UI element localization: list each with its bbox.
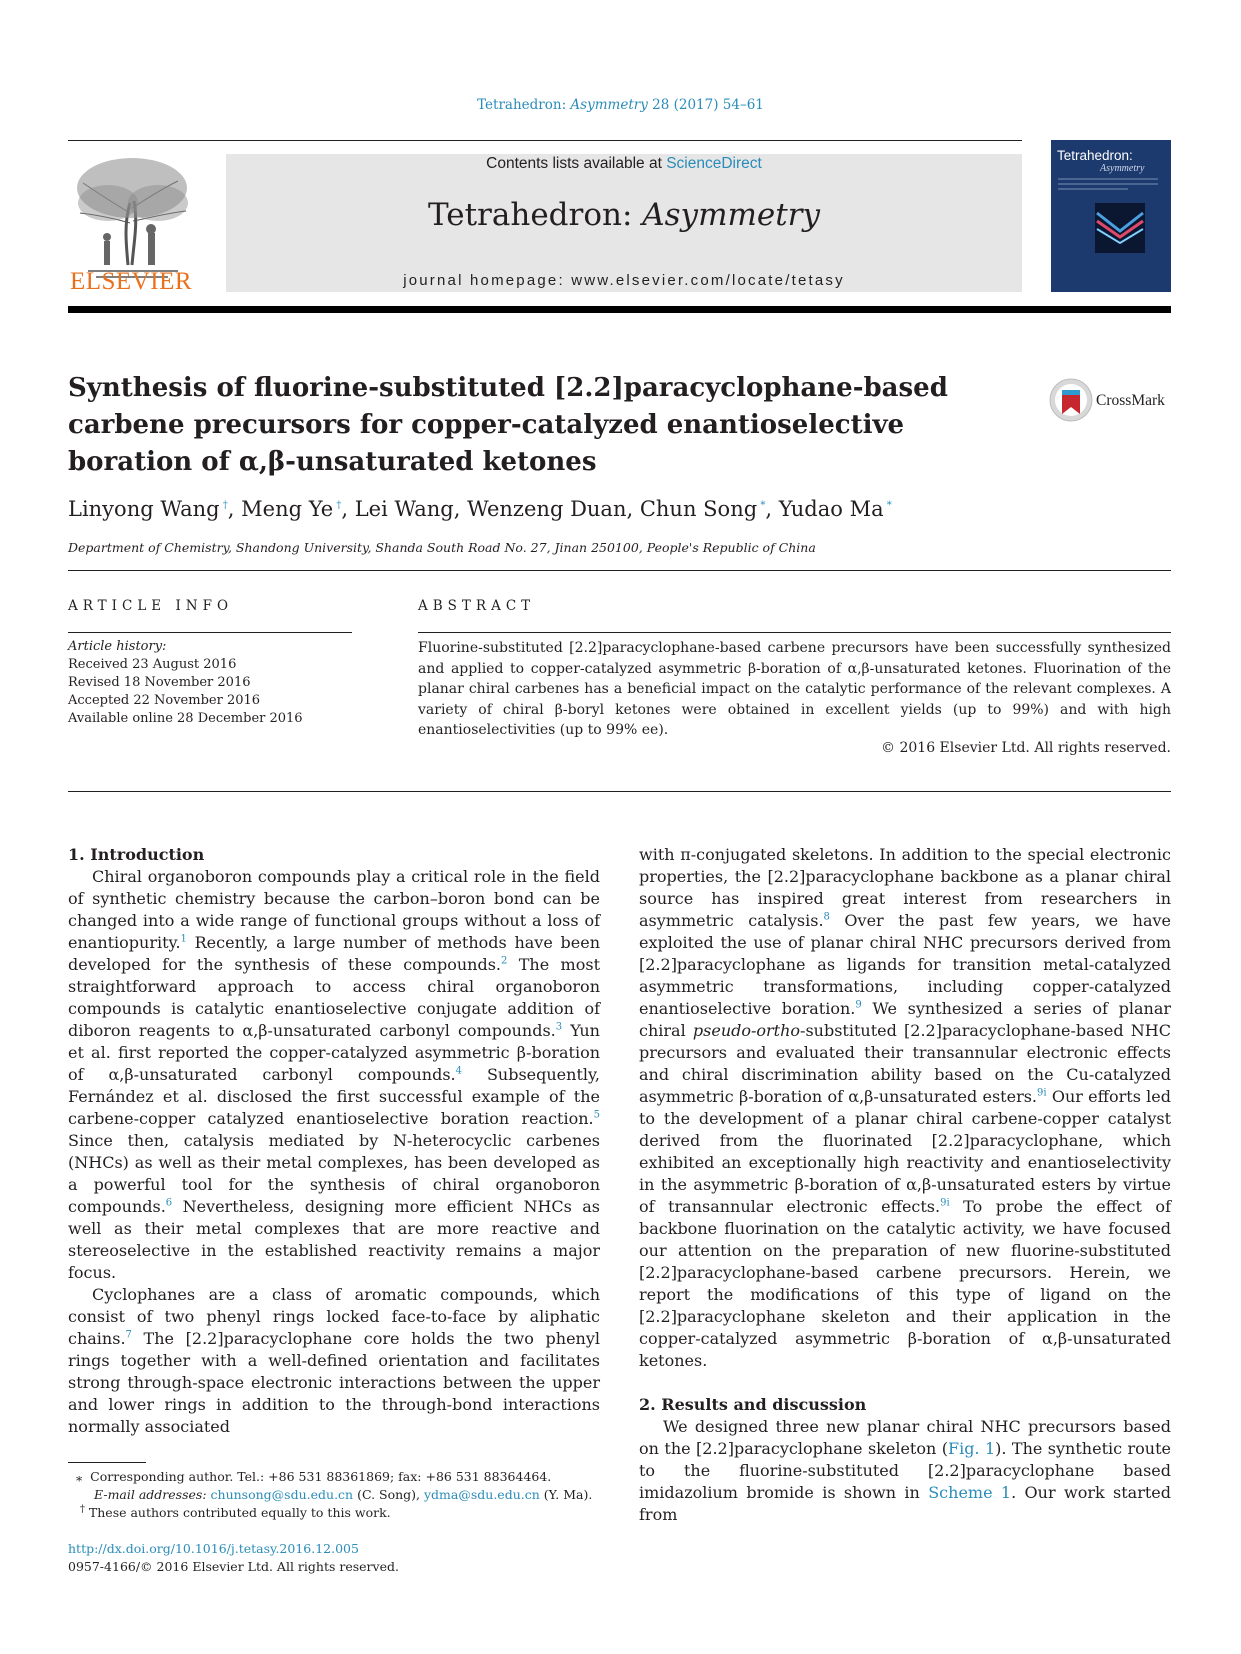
doi-link[interactable]: http://dx.doi.org/10.1016/j.tetasy.2016.12.005: [68, 1541, 359, 1556]
reference-citation-link[interactable]: 8: [823, 911, 830, 923]
section-heading-introduction: 1. Introduction: [68, 845, 205, 864]
paper-title: [68, 370, 968, 481]
cover-artwork: [1095, 203, 1145, 253]
publisher-name: ELSEVIER: [69, 268, 193, 295]
contents-line: [226, 155, 1022, 173]
history-received: Received 23 August 2016: [68, 657, 237, 672]
journal-title: [226, 197, 1022, 233]
cover-subtitle: Asymmetry: [1100, 163, 1145, 174]
abstract-bottom-rule: [68, 791, 1171, 792]
paragraph-text: Our efforts led to the development of a planar chiral carbene-copper catalyst derived from the fluorinated [2.2]paracyclophane, which exhibited an exceptionally high reactivity and enantioselectivity in the asymmetric β-boration of α,β-unsaturated esters by virtue of transannular electronic effects.: [639, 1087, 1171, 1216]
author-separator: ,: [227, 497, 242, 521]
paragraph-text: Chiral organoboron compounds play a critical role in the field of synthetic chemistry because the carbon–boron bond can be changed into a wide range of functional groups without a loss of enantiopurity.: [68, 867, 600, 952]
paragraph-text: To probe the effect of backbone fluorination on the catalytic activity, we have focused our attention on the preparation of new fluorine-substituted [2.2]paracyclophane-based carbene precursors. Herein, we report the modifications of this type of ligand on the [2.2]paracyclophane skeleton and their application in the copper-catalyzed asymmetric β-boration of α,β-unsaturated ketones.: [639, 1197, 1171, 1370]
author-name[interactable]: Linyong Wang: [68, 497, 220, 521]
footnote-rule: [68, 1462, 146, 1463]
cover-text-lines: [1058, 178, 1158, 193]
history-accepted: Accepted 22 November 2016: [68, 693, 261, 708]
paragraph-text: Since then, catalysis mediated by N-heterocyclic carbenes (NHCs) as well as their metal complexes, has been developed as a powerful tool for the synthesis of chiral organoboron compounds.: [68, 1131, 600, 1216]
paragraph-text: Yun et al. first reported the copper-catalyzed asymmetric β-boration of α,β-unsaturated carbonyl compounds.: [68, 1021, 600, 1084]
article-history: [68, 638, 303, 728]
footnote-corresponding: [68, 1468, 608, 1486]
footnotes: [68, 1468, 608, 1522]
paragraph-text: We designed three new planar chiral NHC precursors based on the [2.2]paracyclophane skeleton (: [639, 1417, 1171, 1458]
asterisk-mark: ⁎: [68, 1469, 91, 1484]
paragraph-text: We synthesized a series of planar chiral: [639, 999, 1172, 1040]
footnote-equal-contribution: [68, 1504, 608, 1522]
body-column-left: [68, 844, 600, 1438]
reference-citation-link[interactable]: 9: [855, 999, 862, 1011]
citation-journal: Tetrahedron:: [477, 97, 567, 113]
body-paragraph: [639, 844, 1171, 1372]
author-footnote-mark[interactable]: †: [219, 500, 228, 511]
email-link-ma[interactable]: ydma@sdu.edu.cn: [423, 1487, 540, 1502]
body-paragraph: [68, 1284, 600, 1438]
author-name[interactable]: Lei Wang: [354, 497, 454, 521]
crossmark-label[interactable]: CrossMark: [1096, 392, 1165, 409]
reference-citation-link[interactable]: 6: [165, 1197, 173, 1209]
author-footnote-mark[interactable]: *: [757, 500, 766, 511]
italic-term: pseudo-ortho: [692, 1021, 801, 1040]
author-footnote-mark[interactable]: †: [333, 500, 342, 511]
paragraph-text: The most straightforward approach to access chiral organoboron compounds is catalytic enantioselective conjugate addition of diboron reagents to α,β-unsaturated carbonyl compounds.: [68, 955, 600, 1040]
crossmark-icon[interactable]: [1049, 378, 1093, 422]
reference-citation-link[interactable]: 9i: [940, 1197, 950, 1209]
corresponding-text: Corresponding author. Tel.: +86 531 88361869; fax: +86 531 88364464.: [90, 1469, 552, 1484]
header-thick-rule: [68, 306, 1171, 313]
email-label: E-mail addresses:: [94, 1487, 207, 1502]
author-name[interactable]: Wenzeng Duan: [467, 497, 627, 521]
abstract-rule: [418, 632, 1171, 633]
paragraph-text: Subsequently, Fernández et al. disclosed the first successful example of the carbene-copper catalyzed enantioselective boration reaction.: [68, 1065, 600, 1128]
email-owner-ma: (Y. Ma).: [539, 1487, 593, 1502]
cover-title: Tetrahedron:: [1057, 148, 1133, 163]
article-history-label: Article history:: [68, 639, 167, 654]
introduction-paragraphs: [68, 866, 600, 1438]
author-footnote-mark[interactable]: *: [883, 500, 892, 511]
paragraph-text: The [2.2]paracyclophane core holds the two phenyl rings together with a well-defined orientation and facilitates strong through-space electronic interactions between the upper and lower rings in addition to the through-bond interactions normally associated: [68, 1329, 600, 1436]
introduction-continued: [639, 844, 1171, 1372]
author-separator: ,: [341, 497, 355, 521]
reference-citation-link[interactable]: 5: [593, 1109, 600, 1121]
history-revised: Revised 18 November 2016: [68, 675, 251, 690]
paragraph-text: Over the past few years, we have exploited the use of planar chiral NHC precursors derived from [2.2]paracyclophane as ligands for transition metal-catalyzed asymmetric transformations, including copper-catalyzed enantioselective boration.: [639, 911, 1172, 1018]
abstract-text: Fluorine-substituted [2.2]paracyclophane-based carbene precursors have been successfully synthesized and applied to copper-catalyzed asymmetric β-boration of α,β-unsaturated ketones. Fluorination of the planar chiral carbenes has a beneficial impact on the catalytic performance of the relevant complexes. A variety of chiral β-boryl ketones were obtained in excellent yields (up to 99%) and with high enantioselectivities (up to 99% ee).: [418, 640, 1171, 738]
dagger-mark: †: [79, 1503, 85, 1515]
article-info-rule: [68, 632, 352, 633]
author-list: [68, 497, 892, 521]
paragraph-text: . Our work started from: [639, 1483, 1172, 1524]
title-line: Synthesis of fluorine-substituted [2.2]paracyclophane-based: [68, 373, 948, 403]
paragraph-text: Cyclophanes are a class of aromatic compounds, which consist of two phenyl rings locked face-to-face by aliphatic chains.: [68, 1285, 600, 1348]
email-link-song[interactable]: chunsong@sdu.edu.cn: [210, 1487, 354, 1502]
journal-title-italic: Asymmetry: [642, 197, 821, 233]
journal-title-main: Tetrahedron:: [427, 197, 633, 233]
sciencedirect-link[interactable]: ScienceDirect: [666, 155, 762, 172]
header-top-rule: [68, 140, 1022, 141]
affiliation: Department of Chemistry, Shandong University, Shanda South Road No. 27, Jinan 250100, People's Republic of China: [68, 540, 816, 555]
email-owner-song: (C. Song),: [353, 1487, 424, 1502]
doi-block: [68, 1540, 399, 1576]
title-block-rule: [68, 570, 1171, 571]
title-line: boration of α,β-unsaturated ketones: [68, 447, 597, 477]
paragraph-text: with π-conjugated skeletons. In addition to the special electronic properties, the [2.2]paracyclophane backbone as a planar chiral source has inspired great interest from researchers in asymmetric catalysis.: [639, 845, 1171, 930]
body-column-right: [639, 844, 1171, 1526]
section-heading-results: 2. Results and discussion: [639, 1395, 867, 1414]
author-separator: ,: [626, 497, 640, 521]
reference-citation-link[interactable]: 1: [180, 933, 187, 945]
author-name[interactable]: Yudao Ma: [778, 497, 884, 521]
reference-citation-link[interactable]: 9i: [1037, 1087, 1047, 1099]
reference-citation-link[interactable]: 4: [455, 1065, 462, 1077]
author-name[interactable]: Meng Ye: [241, 497, 334, 521]
contents-prefix: Contents lists available at: [486, 155, 662, 172]
body-paragraph: [639, 1416, 1171, 1526]
author-separator: ,: [765, 497, 779, 521]
reference-citation-link[interactable]: 7: [125, 1329, 132, 1341]
citation-journal-italic: Asymmetry: [570, 97, 648, 113]
footnote-emails: [68, 1486, 608, 1504]
issn-line: 0957-4166/© 2016 Elsevier Ltd. All rights reserved.: [68, 1559, 399, 1574]
article-info-heading: ARTICLE INFO: [68, 598, 234, 614]
title-line: carbene precursors for copper-catalyzed enantioselective: [68, 410, 905, 440]
journal-homepage[interactable]: journal homepage: www.elsevier.com/locate/tetasy: [403, 272, 845, 289]
reference-citation-link[interactable]: 3: [555, 1021, 563, 1033]
reference-citation-link[interactable]: 2: [501, 955, 508, 967]
citation-volume-pages: 28 (2017) 54–61: [652, 97, 764, 113]
abstract-heading: ABSTRACT: [418, 598, 536, 614]
results-paragraphs: [639, 1416, 1171, 1526]
paragraph-text: Nevertheless, designing more efficient NHCs as well as their metal complexes that are more reactive and stereoselective in the established reactivity remains a major focus.: [68, 1197, 600, 1282]
abstract-copyright: © 2016 Elsevier Ltd. All rights reserved.: [881, 740, 1171, 756]
paragraph-text: ). The synthetic route to the fluorine-substituted [2.2]paracyclophane based imidazolium bromide is shown in: [639, 1439, 1171, 1502]
history-online: Available online 28 December 2016: [68, 711, 303, 726]
author-name[interactable]: Chun Song: [639, 497, 758, 521]
figure-reference-link[interactable]: Scheme 1: [928, 1483, 1012, 1502]
paragraph-text: -substituted [2.2]paracyclophane-based NHC precursors and evaluated their transannular electronic effects and chiral discrimination ability based on the Cu-catalyzed asymmetric β-boration of α,β-unsaturated esters.: [639, 1021, 1171, 1106]
figure-reference-link[interactable]: Fig. 1: [947, 1439, 996, 1458]
journal-citation[interactable]: [0, 97, 1241, 113]
equal-contribution-text: These authors contributed equally to this work.: [88, 1505, 391, 1520]
body-paragraph: [68, 866, 600, 1284]
author-separator: ,: [453, 497, 468, 521]
paragraph-text: Recently, a large number of methods have been developed for the synthesis of these compounds.: [68, 933, 600, 974]
